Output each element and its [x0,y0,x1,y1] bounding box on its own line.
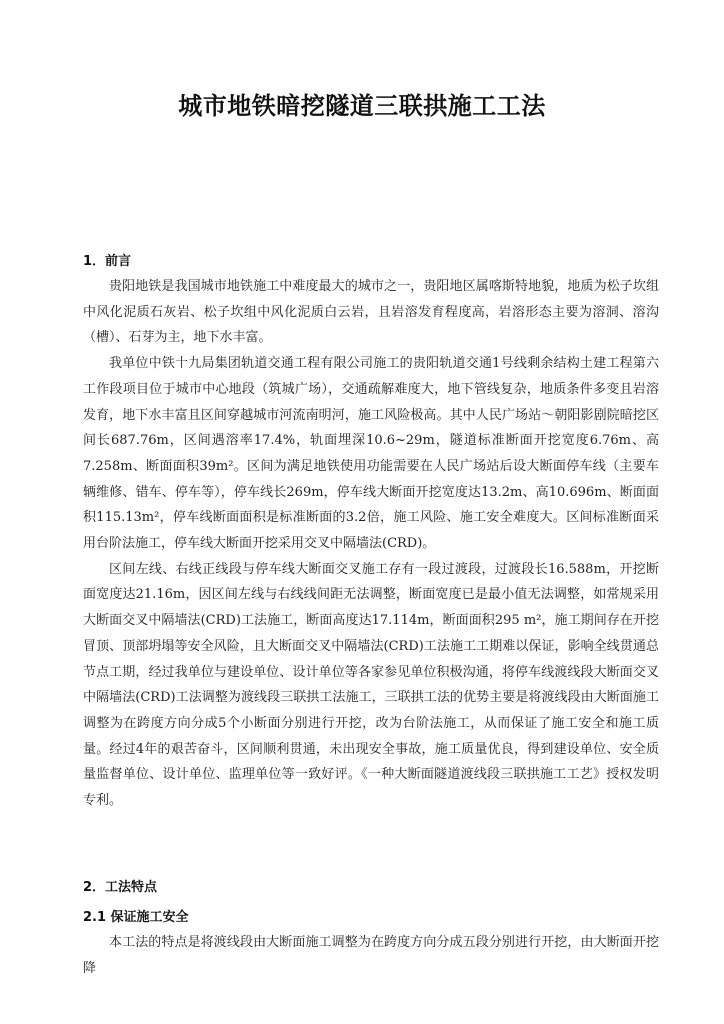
section-body-preface [83,274,659,814]
section-body-features [83,930,659,981]
section-heading-features: 2．工法特点 [83,880,158,895]
paragraph: 区间左线、右线正线段与停车线大断面交叉施工存有一段过渡段，过渡段长16.588m，开挖断面宽度达21.16m，因区间左线与右线线间距无法调整，断面宽度已是最小值无法调整，如常规采用大断面交叉中隔墙法(CRD)工法施工，断面高度达17.114m，断面面积295 m²，施工期间存在开挖冒顶、顶部坍塌等安全风险，且大断面交叉中隔墙法(CRD)工法施工工期难以保证，影响全线贯通总节点工期，经过我单位与建设单位、设计单位等各家参见单位积极沟通，将停车线渡线段大断面交叉中隔墙法(CRD)工法调整为渡线段三联拱工法施工，三联拱工法的优势主要是将渡线段由大断面施工调整为在跨度方向分成5个小断面分别进行开挖，改为台阶法施工，从而保证了施工安全和施工质量。经过4年的艰苦奋斗，区间顺利贯通，未出现安全事故，施工质量优良，得到建设单位、安全质量监督单位、设计单位、监理单位等一致好评。《一种大断面隧道渡线段三联拱施工工艺》授权发明专利。 [83,561,659,809]
subsection-heading-safety: 2.1 保证施工安全 [83,910,189,925]
section-heading-preface: 1．前言 [83,254,132,269]
paragraph: 我单位中铁十九局集团轨道交通工程有限公司施工的贵阳轨道交通1号线剩余结构土建工程第六工作段项目位于城市中心地段（筑城广场），交通疏解难度大，地下管线复杂，地质条件多变且岩溶发育，地下水丰富且区间穿越城市河流南明河，施工风险极高。其中人民广场站～朝阳影剧院暗挖区间长687.76m，区间遇溶率17.4%，轨面埋深10.6~29m，隧道标准断面开挖宽度6.76m、高7.258m、断面面积39m²。区间为满足地铁使用功能需要在人民广场站后设大断面停车线（主要车辆维修、错车、停车等），停车线长269m，停车线大断面开挖宽度达13.2m、高10.696m、断面面积115.13m²，停车线断面面积是标准断面的3.2倍，施工风险、施工安全难度大。区间标准断面采用台阶法施工，停车线大断面开挖采用交叉中隔墙法(CRD)。 [83,356,659,552]
paragraph: 本工法的特点是将渡线段由大断面施工调整为在跨度方向分成五段分别进行开挖，由大断面开挖降 [83,935,659,976]
paragraph: 贵阳地铁是我国城市地铁施工中难度最大的城市之一，贵阳地区属喀斯特地貌，地质为松子坎组中风化泥质石灰岩、松子坎组中风化泥质白云岩，且岩溶发育程度高，岩溶形态主要为溶洞、溶沟（槽）、石芽为主，地下水丰富。 [83,279,659,346]
document-title: 城市地铁暗挖隧道三联拱施工工法 [178,92,546,120]
